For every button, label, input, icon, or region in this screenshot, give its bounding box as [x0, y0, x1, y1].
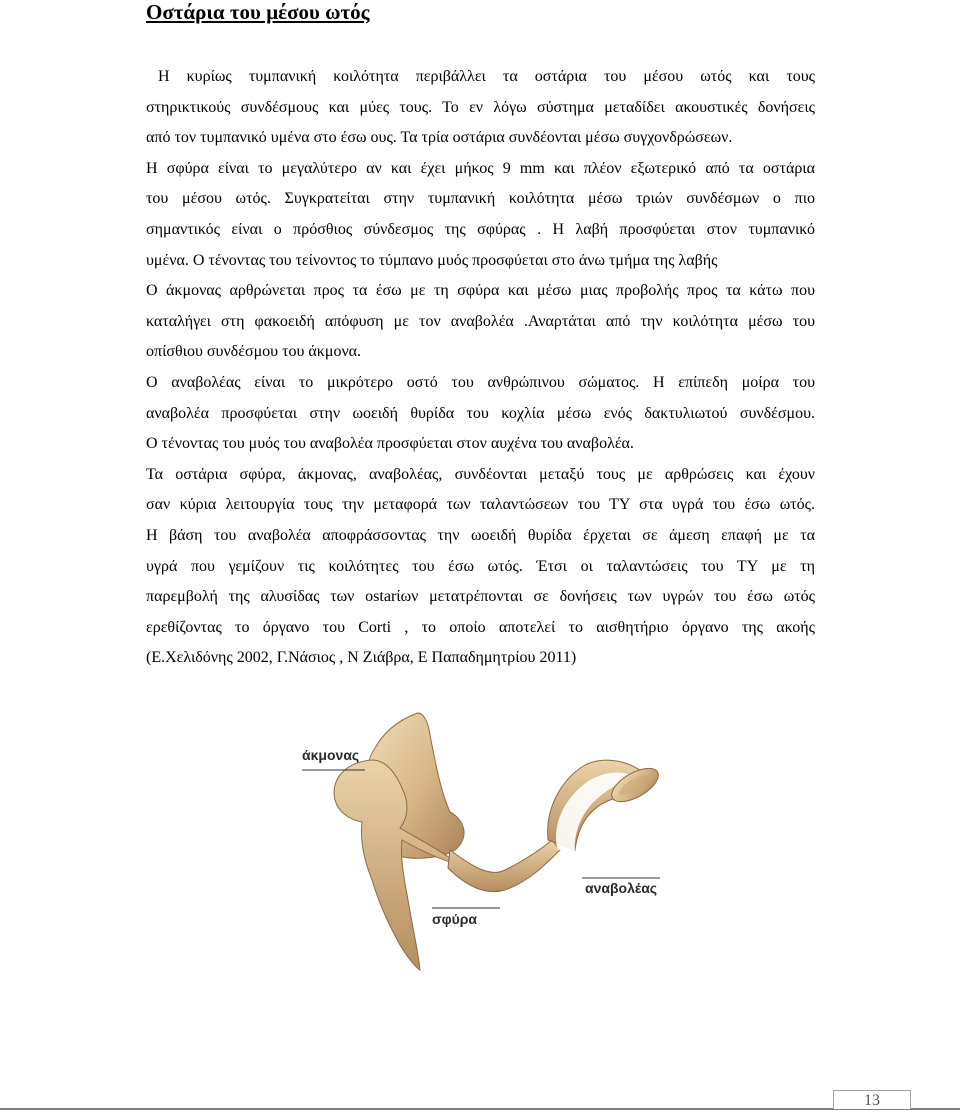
text-line: σημαντικός είναι ο πρόσθιος σύνδεσμος της σφύρας . Η λαβή προσφύεται στον τυμπανικό [146, 220, 815, 238]
section-title: Οστάρια του μέσου ωτός [146, 0, 370, 24]
text-line: Η βάση του αναβολέα αποφράσσοντας την ωοειδή θυρίδα έρχεται σε άμεση επαφή με τα [146, 526, 815, 544]
text-line: Η κυρίως τυμπανική κοιλότητα περιβάλλει τα οστάρια του μέσου ωτός και τους [158, 68, 815, 85]
text-line: Ο τένοντας του μυός του αναβολέα προσφύεται στον αυχένα του αναβολέα. [146, 435, 634, 453]
text-line: ερεθίζοντας το όργανο του Corti , το οποίο αποτελεί το αισθητήριο όργανο της ακοής [146, 618, 815, 636]
text-line: καταλήγει στη φακοειδή απόφυση με τον αναβολέα .Αναρτάται από την κοιλότητα μέσω του [146, 312, 815, 330]
text-line: (Ε.Χελιδόνης 2002, Γ.Νάσιος , Ν Ζιάβρα, Ε Παπαδημητρίου 2011) [146, 649, 577, 667]
text-line: στηρικτικούς συνδέσμους και μύες τους. Το εν λόγω σύστημα μεταδίδει ακουστικές δονήσεις [146, 98, 815, 116]
stapes-label: αναβολέας [585, 880, 658, 896]
text-line: Η σφύρα είναι το μεγαλύτερο αν και έχει μήκος 9 mm και πλέον εξωτερικό από τα οστάρια [146, 159, 815, 177]
text-line: σαν κύρια λειτουργία τους την μεταφορά των ταλαντώσεων του ΤΥ στα υγρά του έσω ωτός. [146, 496, 815, 514]
text-line: παρεμβολή της αλυσίδας των ostarίων μετατρέπονται σε δονήσεις των υγρών του έσω ωτός [146, 588, 815, 606]
text-line: Ο άκμονας αρθρώνεται προς τα έσω με τη σφύρα και μέσω μιας προβολής προς τα κάτω που [146, 282, 815, 300]
text-line: Τα οστάρια σφύρα, άκμονας, αναβολέας, συνδέονται μεταξύ τους με αρθρώσεις και έχουν [146, 465, 815, 483]
malleus-label: σφύρα [432, 911, 478, 927]
text-line: Ο αναβολέας είναι το μικρότερο οστό του ανθρώπινου σώματος. Η επίπεδη μοίρα του [146, 373, 815, 391]
text-line: οπίσθιου συνδέσμου του άκμονα. [146, 343, 362, 361]
text-line: του μέσου ωτός. Συγκρατείται στην τυμπανική κοιλότητα μέσω τριών συνδέσμων ο πιο [146, 190, 815, 208]
incus-label: άκμονας [302, 747, 360, 763]
text-line: υμένα. Ο τένοντας του τείνοντος το τύμπανο μυός προσφύεται στο άνω τμήμα της λαβής [146, 251, 718, 269]
footer-rule [0, 1108, 960, 1110]
body-text [146, 62, 815, 674]
text-line: από τον τυμπανικό υμένα στο έσω ους. Τα τρία οστάρια συνδέονται μέσω συγχονδρώσεων. [146, 129, 733, 147]
text-line: αναβολέα προσφύεται στην ωοειδή θυρίδα του κοχλία μέσω ενός δακτυλιωτού συνδέσμου. [146, 404, 815, 422]
ossicles-illustration [290, 700, 700, 1020]
page-number: 13 [833, 1090, 911, 1109]
text-line: υγρά που γεμίζουν τις κοιλότητες του έσω ωτός. Έτσι οι ταλαντώσεις του ΤΥ με τη [146, 557, 815, 575]
lenticular-process [448, 840, 560, 892]
